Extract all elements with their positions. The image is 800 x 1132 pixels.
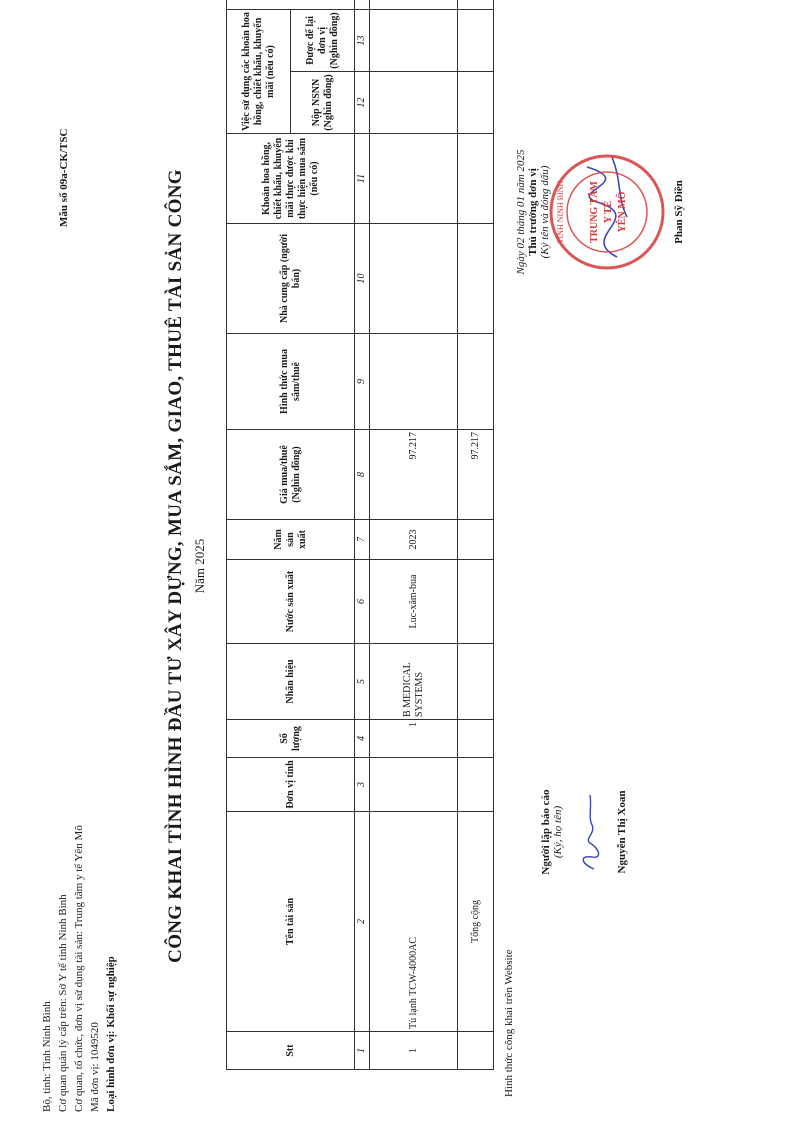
header-discount: Khoản hoa hồng, chiết khấu, khuyến mãi thực được khi thực hiện mua sắm (nếu có) (227, 134, 355, 224)
table-row (370, 0, 458, 1070)
preparer-sub: (Ký, họ tên) (552, 805, 564, 859)
stamp-line3: YÊN MÔ (617, 191, 628, 233)
cell-usage-state (370, 72, 458, 134)
cell-method (370, 334, 458, 430)
province-line: Bộ, tỉnh: Tỉnh Ninh Bình (41, 1001, 53, 1112)
col-number (355, 0, 370, 9)
asset-table (226, 0, 494, 1070)
unit-code-line: Mã đơn vị: 1049520 (89, 1022, 101, 1112)
managing-agency-line: Cơ quan quản lý cấp trên: Sở Y tế tỉnh Ninh Bình (57, 894, 69, 1112)
cell-discount (370, 134, 458, 224)
col-number: 7 (355, 520, 370, 560)
col-number: 6 (355, 560, 370, 644)
col-number: 13 (355, 9, 370, 71)
total-row (458, 0, 494, 1070)
cell-usage-unit (370, 9, 458, 71)
total-price: 97.217 (458, 430, 494, 520)
col-number: 12 (355, 72, 370, 134)
stamp-line1: TRUNG TÂM (589, 181, 600, 243)
cell-made-year: 2023 (370, 520, 458, 560)
cell-qty: 1 (370, 720, 458, 758)
head-date: Ngày 02 tháng 01 năm 2025 (515, 149, 527, 275)
total-label: Tổng cộng (458, 812, 494, 1032)
col-number: 9 (355, 334, 370, 430)
header-qty: Số lượng (227, 720, 355, 758)
col-number: 10 (355, 224, 370, 334)
document-title: CÔNG KHAI TÌNH HÌNH ĐẦU TƯ XÂY DỰNG, MUA SẮM, GIAO, THUÊ TÀI SẢN CÔNG (165, 169, 186, 963)
cell-note (370, 0, 458, 9)
header-usage-state: Nộp NSNN (Nghìn đồng) (291, 72, 355, 134)
preparer-name: Nguyễn Thị Xoan (616, 790, 628, 874)
header-note (227, 0, 355, 9)
document-year: Năm 2025 (192, 538, 207, 594)
header-usage-unit: Được để lại đơn vị (Nghìn đồng) (291, 9, 355, 71)
col-number: 11 (355, 134, 370, 224)
official-stamp-icon (547, 152, 667, 272)
head-name: Phan Sỹ Điền (673, 180, 685, 244)
col-number: 5 (355, 644, 370, 720)
col-number: 3 (355, 758, 370, 812)
stamp-line2: Y TẾ (603, 200, 614, 224)
publication-note: Hình thức công khai trên Website (503, 949, 515, 1097)
col-number: 2 (355, 812, 370, 1032)
preparer-signature-block (540, 732, 628, 932)
cell-country: Luc-xăm-bua (370, 560, 458, 644)
header-price: Giá mua/thuê (Nghìn đồng) (227, 430, 355, 520)
stamp-ring-text: TỈNH NINH BÌNH (556, 180, 565, 244)
header-brand: Nhãn hiệu (227, 644, 355, 720)
col-number: 8 (355, 430, 370, 520)
cell-brand: B MEDICAL SYSTEMS (370, 644, 458, 720)
header-made-year: Năm sản xuất (227, 520, 355, 560)
preparer-signature-icon (570, 787, 610, 877)
unit-type-line: Loại hình đơn vị: Khối sự nghiệp (105, 956, 117, 1112)
col-number: 1 (355, 1032, 370, 1070)
form-number: Mẫu số 09a-CK/TSC (58, 128, 70, 227)
header-supplier: Nhà cung cấp (người bán) (227, 224, 355, 334)
header-name: Tên tài sản (227, 812, 355, 1032)
col-number: 4 (355, 720, 370, 758)
head-sub: (Ký tên và đóng dấu) (539, 165, 551, 259)
cell-supplier (370, 224, 458, 334)
preparer-title: Người lập báo cáo (540, 789, 552, 875)
using-unit-line: Cơ quan, tổ chức, đơn vị sử dụng tài sản: Trung tâm y tế Yên Mô (73, 825, 85, 1112)
head-title: Thủ trưởng đơn vị (527, 168, 539, 256)
cell-price: 97.217 (370, 430, 458, 520)
header-country: Nước sản xuất (227, 560, 355, 644)
header-stt: Stt (227, 1032, 355, 1070)
cell-name: Tủ lạnh TCW-4000AC (370, 812, 458, 1032)
header-unit: Đơn vị tính (227, 758, 355, 812)
header-method: Hình thức mua sắm/thuê (227, 334, 355, 430)
header-usage-group: Việc sử dụng các khoản hoa hồng, chiết khấu, khuyến mãi (nếu có) (227, 9, 291, 133)
cell-stt: 1 (370, 1032, 458, 1070)
cell-unit (370, 758, 458, 812)
